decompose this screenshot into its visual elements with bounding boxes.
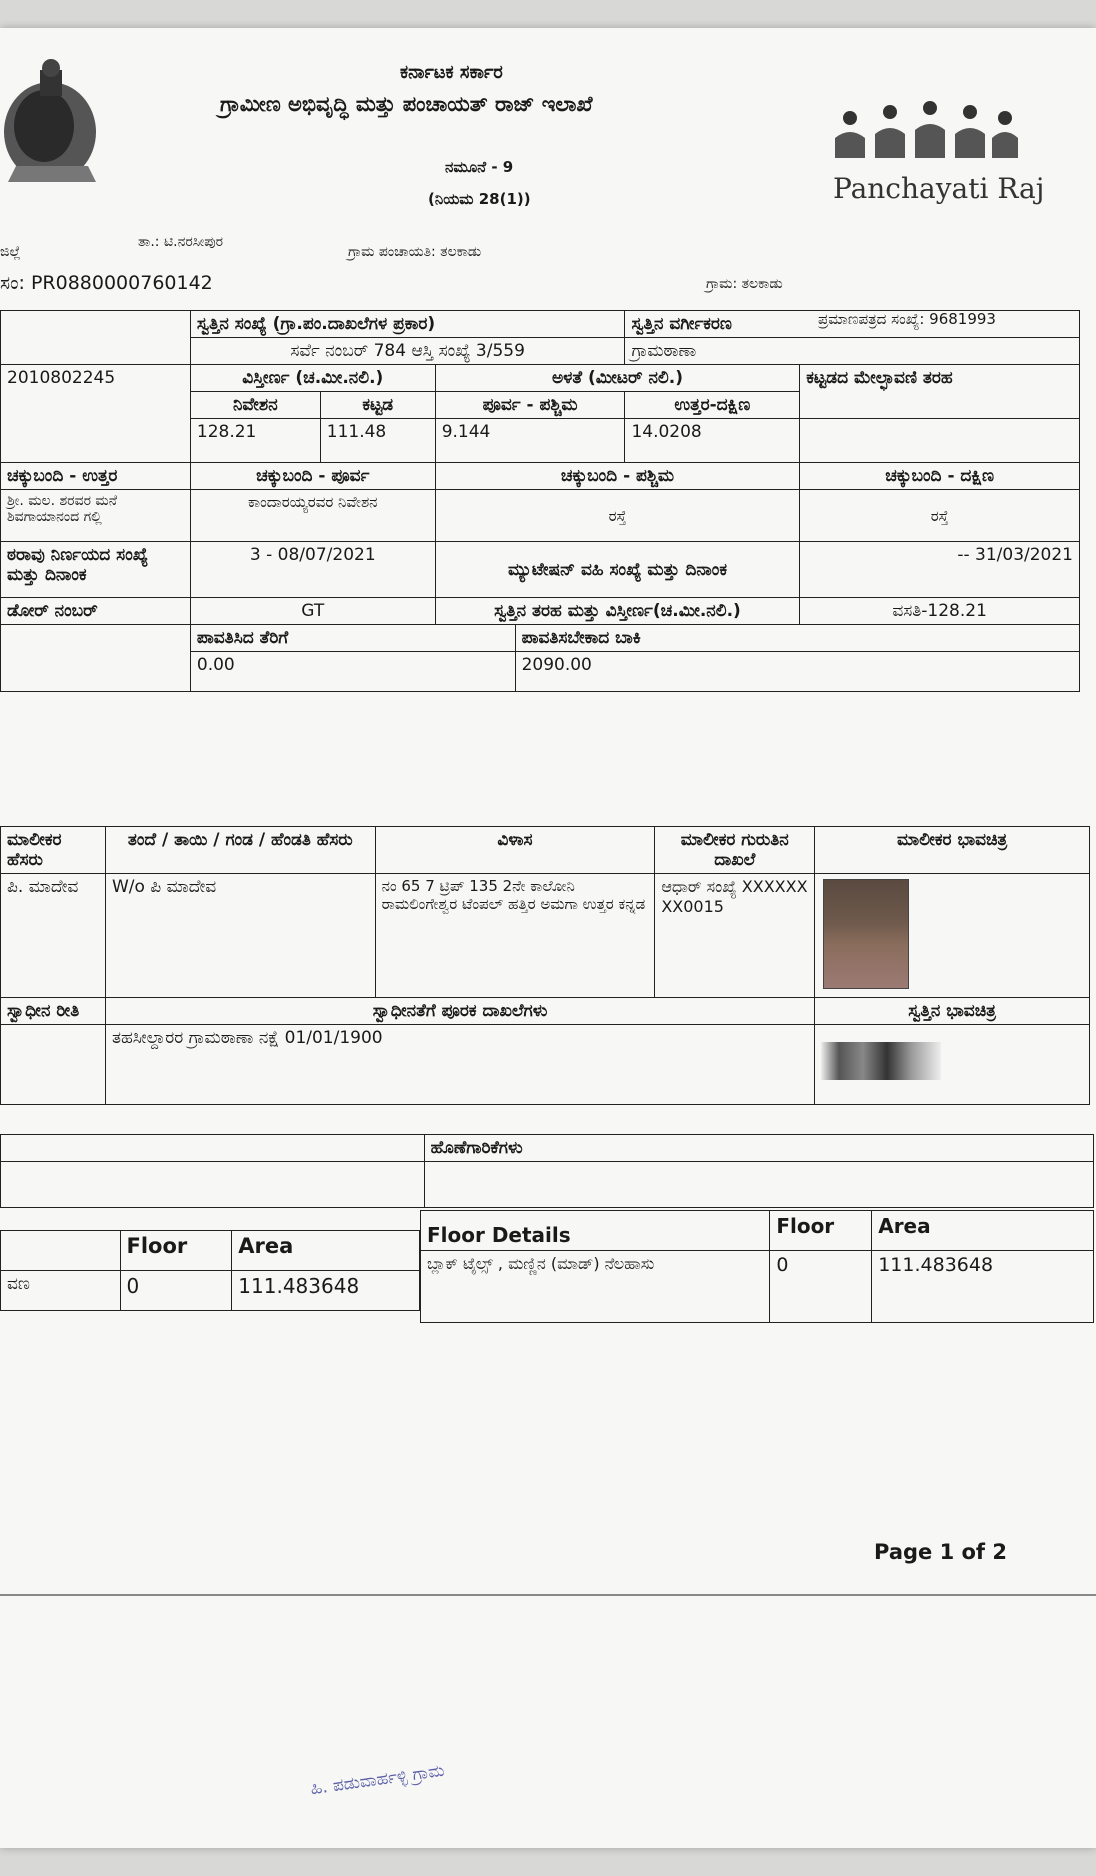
tax-due-value: 2090.00: [515, 652, 1079, 692]
floors-right-table: [420, 1210, 1094, 1323]
property-label-cell: [1, 311, 191, 365]
door-number-value: GT: [190, 598, 435, 625]
table-row: [1, 463, 1080, 490]
boundary-south-value: ರಸ್ತೆ: [800, 490, 1080, 542]
stamp-text: ಹಿ. ಪಡುವಾರ್ಹಳ್ಳಿ ಗ್ರಾಮ: [309, 1760, 446, 1800]
floors-left-empty: [1, 1231, 121, 1271]
building-type-label: ಕಟ್ಟಡದ ಮೇಲ್ಛಾವಣಿ ತರಹ: [800, 365, 1080, 419]
property-id-value: [1, 365, 191, 463]
property-class-value: ಗ್ರಾಮಠಾಣಾ: [625, 338, 1080, 365]
header-form: ನಮೂನೆ - 9: [445, 158, 514, 176]
floor-details-header: Floor Details: [421, 1211, 770, 1251]
property-details-table: [0, 310, 1080, 692]
owner-photo-label: ಮಾಲೀಕರ ಭಾವಚಿತ್ರ: [815, 827, 1090, 874]
table-row: [1, 874, 1090, 998]
owner-relation-value: W/o ಪಿ ಮಾದೇವ: [105, 874, 375, 998]
resolution-label: ಠರಾವು ನಿರ್ಣಯದ ಸಂಖ್ಯೆ ಮತ್ತು ದಿನಾಂಕ: [1, 542, 191, 598]
table-row: [1, 1231, 420, 1271]
property-photo-label: ಸ್ವತ್ತಿನ ಭಾವಚಿತ್ರ: [815, 998, 1090, 1025]
tax-paid-value: 0.00: [190, 652, 515, 692]
header-rule: (ನಿಯಮ 28(1)): [428, 190, 531, 208]
tax-empty-cell: [1, 625, 191, 692]
owner-name-value: ಪಿ. ಮಾದೇವ: [1, 874, 106, 998]
owner-address-label: ವಿಳಾಸ: [375, 827, 655, 874]
property-photo-cell: [815, 1025, 1090, 1105]
floors-left-table: [0, 1230, 420, 1311]
area-label: ವಿಸ್ತೀರ್ಣ (ಚ.ಮೀ.ನಲಿ.): [190, 365, 435, 392]
property-photo: [821, 1042, 941, 1080]
boundary-west-value: ರಸ್ತೆ: [435, 490, 800, 542]
north-south-label: ಉತ್ತರ-ದಕ್ಷಿಣ: [625, 392, 800, 419]
table-row: [1, 1271, 420, 1311]
floors-left-area-value: 111.483648: [232, 1271, 420, 1311]
owner-photo: [823, 879, 909, 989]
panchayati-raj-logo-icon: [830, 98, 1020, 168]
boundary-north-label: ಚಕ್ಕುಬಂದಿ - ಉತ್ತರ: [1, 463, 191, 490]
table-row: [1, 1162, 1094, 1208]
tax-paid-label: ಪಾವತಿಸಿದ ತೆರಿಗೆ: [190, 625, 515, 652]
owner-photo-cell: [815, 874, 1090, 998]
table-row: [421, 1251, 1094, 1323]
acquisition-docs-value: ತಹಸೀಲ್ದಾರರ ಗ್ರಾಮಠಾಣಾ ನಕ್ಷೆ 01/01/1900: [105, 1025, 814, 1105]
floors-left-floor-header: Floor: [120, 1231, 232, 1271]
acquisition-label: ಸ್ವಾಧೀನ ರೀತಿ: [1, 998, 106, 1025]
property-type-label: ಸ್ವತ್ತಿನ ತರಹ ಮತ್ತು ವಿಸ್ತೀರ್ಣ(ಚ.ಮೀ.ನಲಿ.): [435, 598, 800, 625]
karnataka-emblem-icon: [0, 54, 118, 194]
page-number: Page 1 of 2: [874, 1540, 1007, 1564]
floors-left-area-header: Area: [232, 1231, 420, 1271]
acquisition-docs-label: ಸ್ವಾಧೀನತೆಗೆ ಪೂರಕ ದಾಖಲೆಗಳು: [105, 998, 814, 1025]
owner-address-value: ನಂ 65 7 ಟ್ರಿಪ್ 135 2ನೇ ಕಾಲೋನಿ ರಾಮಲಿಂಗೇಶ್ವರ ಟೆಂಪಲ್ ಹತ್ತಿರ ಅಮಗಾ ಉತ್ತರ ಕನ್ನಡ: [375, 874, 655, 998]
village: ಗ್ರಾಮ: ತಲಕಾಡು: [706, 276, 783, 292]
east-west-value: 9.144: [435, 419, 625, 463]
owner-id-value: ಆಧಾರ್ ಸಂಖ್ಯೆ XXXXXXXX0015: [655, 874, 815, 998]
liabilities-table: [0, 1134, 1094, 1208]
boundary-east-label: ಚಕ್ಕುಬಂದಿ - ಪೂರ್ವ: [190, 463, 435, 490]
property-id-text: 2010802245: [7, 368, 116, 388]
floors-right-area-value: 111.483648: [872, 1251, 1094, 1323]
owner-name-label: ಮಾಲೀಕರ ಹೆಸರು: [1, 827, 106, 874]
property-id-number: ಸಂ: PR0880000760142: [0, 272, 213, 294]
certificate-number: ಪ್ರಮಾಣಪತ್ರದ ಸಂಖ್ಯೆ: 9681993: [818, 310, 996, 328]
table-row: [1, 1025, 1090, 1105]
site-area-label: ನಿವೇಶನ: [190, 392, 320, 419]
floor-details-value: ಬ್ಲಾಕ್ ಟೈಲ್ಸ್ , ಮಣ್ಣಿನ (ಮಾಡ್) ನೆಲಹಾಸು: [421, 1251, 770, 1323]
dimension-label: ಅಳತೆ (ಮೀಟರ್ ನಲಿ.): [435, 365, 800, 392]
panchayati-raj-text: Panchayati Raj: [833, 172, 1045, 205]
liabilities-empty: [1, 1135, 425, 1162]
property-class-label: ಸ್ವತ್ತಿನ ವರ್ಗೀಕರಣ: [625, 311, 1080, 338]
owner-id-label: ಮಾಲೀಕರ ಗುರುತಿನ ದಾಖಲೆ: [655, 827, 815, 874]
table-row: [421, 1211, 1094, 1251]
gram-panchayat: ಗ್ರಾಮ ಪಂಚಾಯತಿ: ತಲಕಾಡು: [348, 244, 482, 260]
table-row: [1, 1135, 1094, 1162]
property-number-value: ಸರ್ವೆ ನಂಬರ್ 784 ಆಸ್ತಿ ಸಂಖ್ಯೆ 3/559: [190, 338, 625, 365]
built-area-value: 111.48: [320, 419, 435, 463]
built-area-label: ಕಟ್ಟಡ: [320, 392, 435, 419]
floors-left-row-label: ವಣ: [1, 1271, 121, 1311]
floors-right-floor-value: 0: [770, 1251, 872, 1323]
floors-right-area-header: Area: [872, 1211, 1094, 1251]
header-department: ಗ್ರಾಮೀಣ ಅಭಿವೃದ್ಧಿ ಮತ್ತು ಪಂಚಾಯತ್ ರಾಜ್ ಇಲಾಖೆ: [220, 92, 593, 116]
acquisition-empty: [1, 1025, 106, 1105]
district-label: ಜಿಲ್ಲೆ: [0, 244, 21, 260]
header-govt: ಕರ್ನಾಟಕ ಸರ್ಕಾರ: [400, 62, 503, 83]
table-row: [1, 365, 1080, 392]
taluk: ತಾ.: ಟಿ.ನರಸೀಪುರ: [138, 234, 224, 250]
north-south-value: 14.0208: [625, 419, 800, 463]
resolution-value: 3 - 08/07/2021: [190, 542, 435, 598]
owner-relation-label: ತಂದೆ / ತಾಯಿ / ಗಂಡ / ಹೆಂಡತಿ ಹೆಸರು: [105, 827, 375, 874]
east-west-label: ಪೂರ್ವ - ಪಶ್ಚಿಮ: [435, 392, 625, 419]
floors-right-floor-header: Floor: [770, 1211, 872, 1251]
table-row: [1, 625, 1080, 652]
property-number-label: ಸ್ವತ್ತಿನ ಸಂಖ್ಯೆ (ಗ್ರಾ.ಪಂ.ದಾಖಲೆಗಳ ಪ್ರಕಾರ): [190, 311, 625, 338]
table-row: [1, 827, 1090, 874]
site-area-value: 128.21: [190, 419, 320, 463]
liabilities-empty-2: [1, 1162, 425, 1208]
tax-due-label: ಪಾವತಿಸಬೇಕಾದ ಬಾಕಿ: [515, 625, 1079, 652]
table-row: [1, 542, 1080, 598]
table-row: [1, 311, 1080, 338]
boundary-north-value: ಶ್ರೀ. ಮಲ. ಶರವರ ಮನೆ ಶಿವಗಾಯಾನಂದ ಗಲ್ಲಿ: [1, 490, 191, 542]
owner-table: [0, 826, 1090, 1105]
boundary-west-label: ಚಕ್ಕುಬಂದಿ - ಪಶ್ಚಿಮ: [435, 463, 800, 490]
property-type-value: ವಸತಿ-128.21: [800, 598, 1080, 625]
boundary-south-label: ಚಕ್ಕುಬಂದಿ - ದಕ್ಷಿಣ: [800, 463, 1080, 490]
mutation-value: -- 31/03/2021: [800, 542, 1080, 598]
building-type-value: [800, 419, 1080, 463]
table-row: [1, 490, 1080, 542]
table-row: [1, 998, 1090, 1025]
mutation-label: ಮ್ಯುಟೇಷನ್ ವಹಿ ಸಂಖ್ಯೆ ಮತ್ತು ದಿನಾಂಕ: [435, 542, 800, 598]
table-row: [1, 598, 1080, 625]
liabilities-value: [424, 1162, 1093, 1208]
liabilities-label: ಹೊಣೆಗಾರಿಕೆಗಳು: [424, 1135, 1093, 1162]
door-number-label: ಡೋರ್ ನಂಬರ್: [1, 598, 191, 625]
footer-divider: [0, 1594, 1096, 1596]
floors-left-floor-value: 0: [120, 1271, 232, 1311]
boundary-east-value: ಕಾಂದಾರಯ್ಯರವರ ನಿವೇಶನ: [190, 490, 435, 542]
